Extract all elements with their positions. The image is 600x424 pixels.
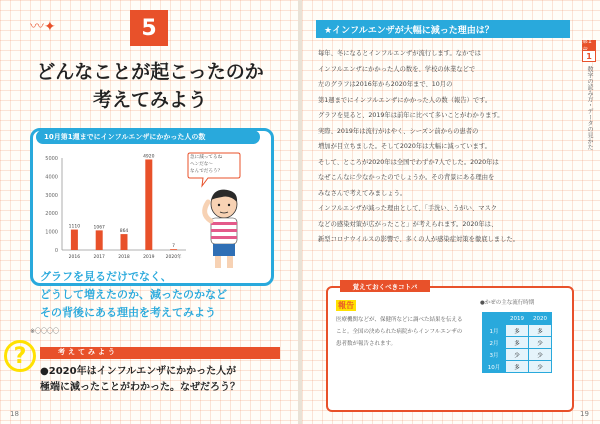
table-cell: 1月 <box>483 325 506 337</box>
y-tick-label: 0 <box>54 248 58 254</box>
boy-illustration-icon <box>198 188 250 270</box>
y-tick-label: 4000 <box>45 174 58 181</box>
question-line-2: 極端に減ったことがわかった。なぜだろう？ <box>40 382 240 393</box>
question-line-1: ●2020年はインフルエンザにかかった人が <box>40 366 237 377</box>
chapter-tab-text: 数字の読み方・データの見かた <box>586 66 593 150</box>
table-cell: 2月 <box>483 337 506 349</box>
bar <box>170 249 177 250</box>
body-line: みなさんで考えてみましょう。 <box>318 189 407 197</box>
title-line-2: 考えてみよう <box>92 89 207 111</box>
table-cell: 多 <box>506 325 529 337</box>
bar <box>96 230 103 250</box>
question-mark-icon: ? <box>4 340 36 372</box>
caption-line-1: グラフを見るだけでなく、 <box>40 270 172 283</box>
body-line: 実際、2019年は流行がはやく、シーズン前からの患者の <box>318 127 479 135</box>
section-heading: ★インフルエンザが大幅に減った理由は？ <box>316 20 570 38</box>
key-words-title: 覚えておくべきコトバ <box>340 280 430 292</box>
body-line: 毎年、冬になるとインフルエンザが流行します。なかでは <box>318 50 481 57</box>
question-text <box>40 364 272 396</box>
body-line: グラフを見ると、2019年は前年に比べて多いことがわかります。 <box>318 112 504 119</box>
sparkle-icon: 〰✦ <box>30 19 56 35</box>
body-text <box>318 46 568 248</box>
caption-line-2: どうして増えたのか、減ったのかなど <box>40 288 227 301</box>
think-label: 考えてみよう <box>58 348 118 356</box>
y-tick-label: 3000 <box>45 192 58 199</box>
table-cell: 3月 <box>483 349 506 361</box>
x-tick-label: 2018 <box>118 255 130 260</box>
table-row <box>483 325 552 337</box>
body-line: 増加が目立ちました。そして2020年は大幅に減っています。 <box>318 143 491 150</box>
bar <box>71 230 78 250</box>
page-title <box>30 58 270 114</box>
body-line: インフルエンザにかかった人の数を、学校の休業などで <box>318 65 476 73</box>
y-tick-label: 5000 <box>45 156 58 162</box>
small-note: ※〇〇〇〇 <box>30 328 60 335</box>
chart-header: 10月第1週までにインフルエンザにかかった人の数 <box>36 130 260 144</box>
table-row <box>483 337 552 349</box>
bar <box>145 159 152 250</box>
body-line: 左のグラフは2016年から2020年まで、10月の <box>318 81 453 88</box>
table-header-cell <box>483 313 506 325</box>
bar-value-label: 1110 <box>68 224 81 230</box>
season-table <box>482 312 552 373</box>
body-line: などの感染対策が広がったこと」が考えられます。2020年は、 <box>318 220 498 228</box>
x-tick-label: 2016 <box>68 255 81 260</box>
x-tick-label: 2017 <box>93 255 105 260</box>
page-number-right: 19 <box>580 410 589 418</box>
bar-value-label: 1067 <box>93 225 105 231</box>
table-cell: 多 <box>506 337 529 349</box>
page-number-left: 18 <box>10 410 19 418</box>
key-word-term: 報告 <box>338 301 354 310</box>
question-line-1-text: 2020年はインフルエンザにかかった人が <box>48 366 237 377</box>
bar-value-label: 4920 <box>143 154 155 160</box>
title-line-1: どんなことが起こったのか <box>36 61 264 83</box>
x-tick-label: 2019 <box>143 255 155 260</box>
table-cell: 多 <box>529 325 552 337</box>
table-cell: 多 <box>506 361 529 373</box>
body-line: 第1週までにインフルエンザにかかった人の数（報告）です。 <box>318 96 492 104</box>
chapter-tab: 第1 <box>582 40 596 50</box>
table-cell: 10月 <box>483 361 506 373</box>
table-title: ●かぜの主な流行時期 <box>480 300 535 306</box>
body-line: なぜこんなに少なかったのでしょうか。その背景にある理由を <box>318 174 495 181</box>
table-header-cell: 2020 <box>529 313 552 325</box>
chapter-number: 5 <box>130 10 168 46</box>
table-cell: 少 <box>529 337 552 349</box>
table-header-cell: 2019 <box>506 313 529 325</box>
bar-value-label: 7 <box>172 244 176 250</box>
chapter-tab-number: 1 <box>582 50 596 62</box>
table-row <box>483 349 552 361</box>
table-cell: 少 <box>506 349 529 361</box>
x-tick-label: 2020年 <box>165 255 182 260</box>
chart-caption <box>40 268 270 322</box>
body-line: そして、ところが2020年は全国でわずか7人でした。2020年は <box>318 158 499 166</box>
bar-value-label: 864 <box>119 229 129 235</box>
key-word-definition: 医療機関などが、保健所などに調べた結果を伝えること。全国の決められた病院からインフルエンザの患者数が報告されます。 <box>336 317 463 347</box>
bar <box>121 234 128 250</box>
speech-text: 急に減ってるね ヘンだな～ なんでだろう？ <box>190 155 223 174</box>
table-row <box>483 361 552 373</box>
y-tick-label: 2000 <box>45 211 58 218</box>
y-tick-label: 1000 <box>45 229 58 236</box>
body-line: 新型コロナウイルスの影響で、多くの人が感染症対策を徹底しました。 <box>318 236 519 243</box>
caption-line-3: その背後にある理由を考えてみよう <box>40 306 216 319</box>
body-line: インフルエンザが減った理由として、「手洗い、うがい、マスク <box>318 205 498 212</box>
table-cell: 少 <box>529 361 552 373</box>
table-cell: 少 <box>529 349 552 361</box>
